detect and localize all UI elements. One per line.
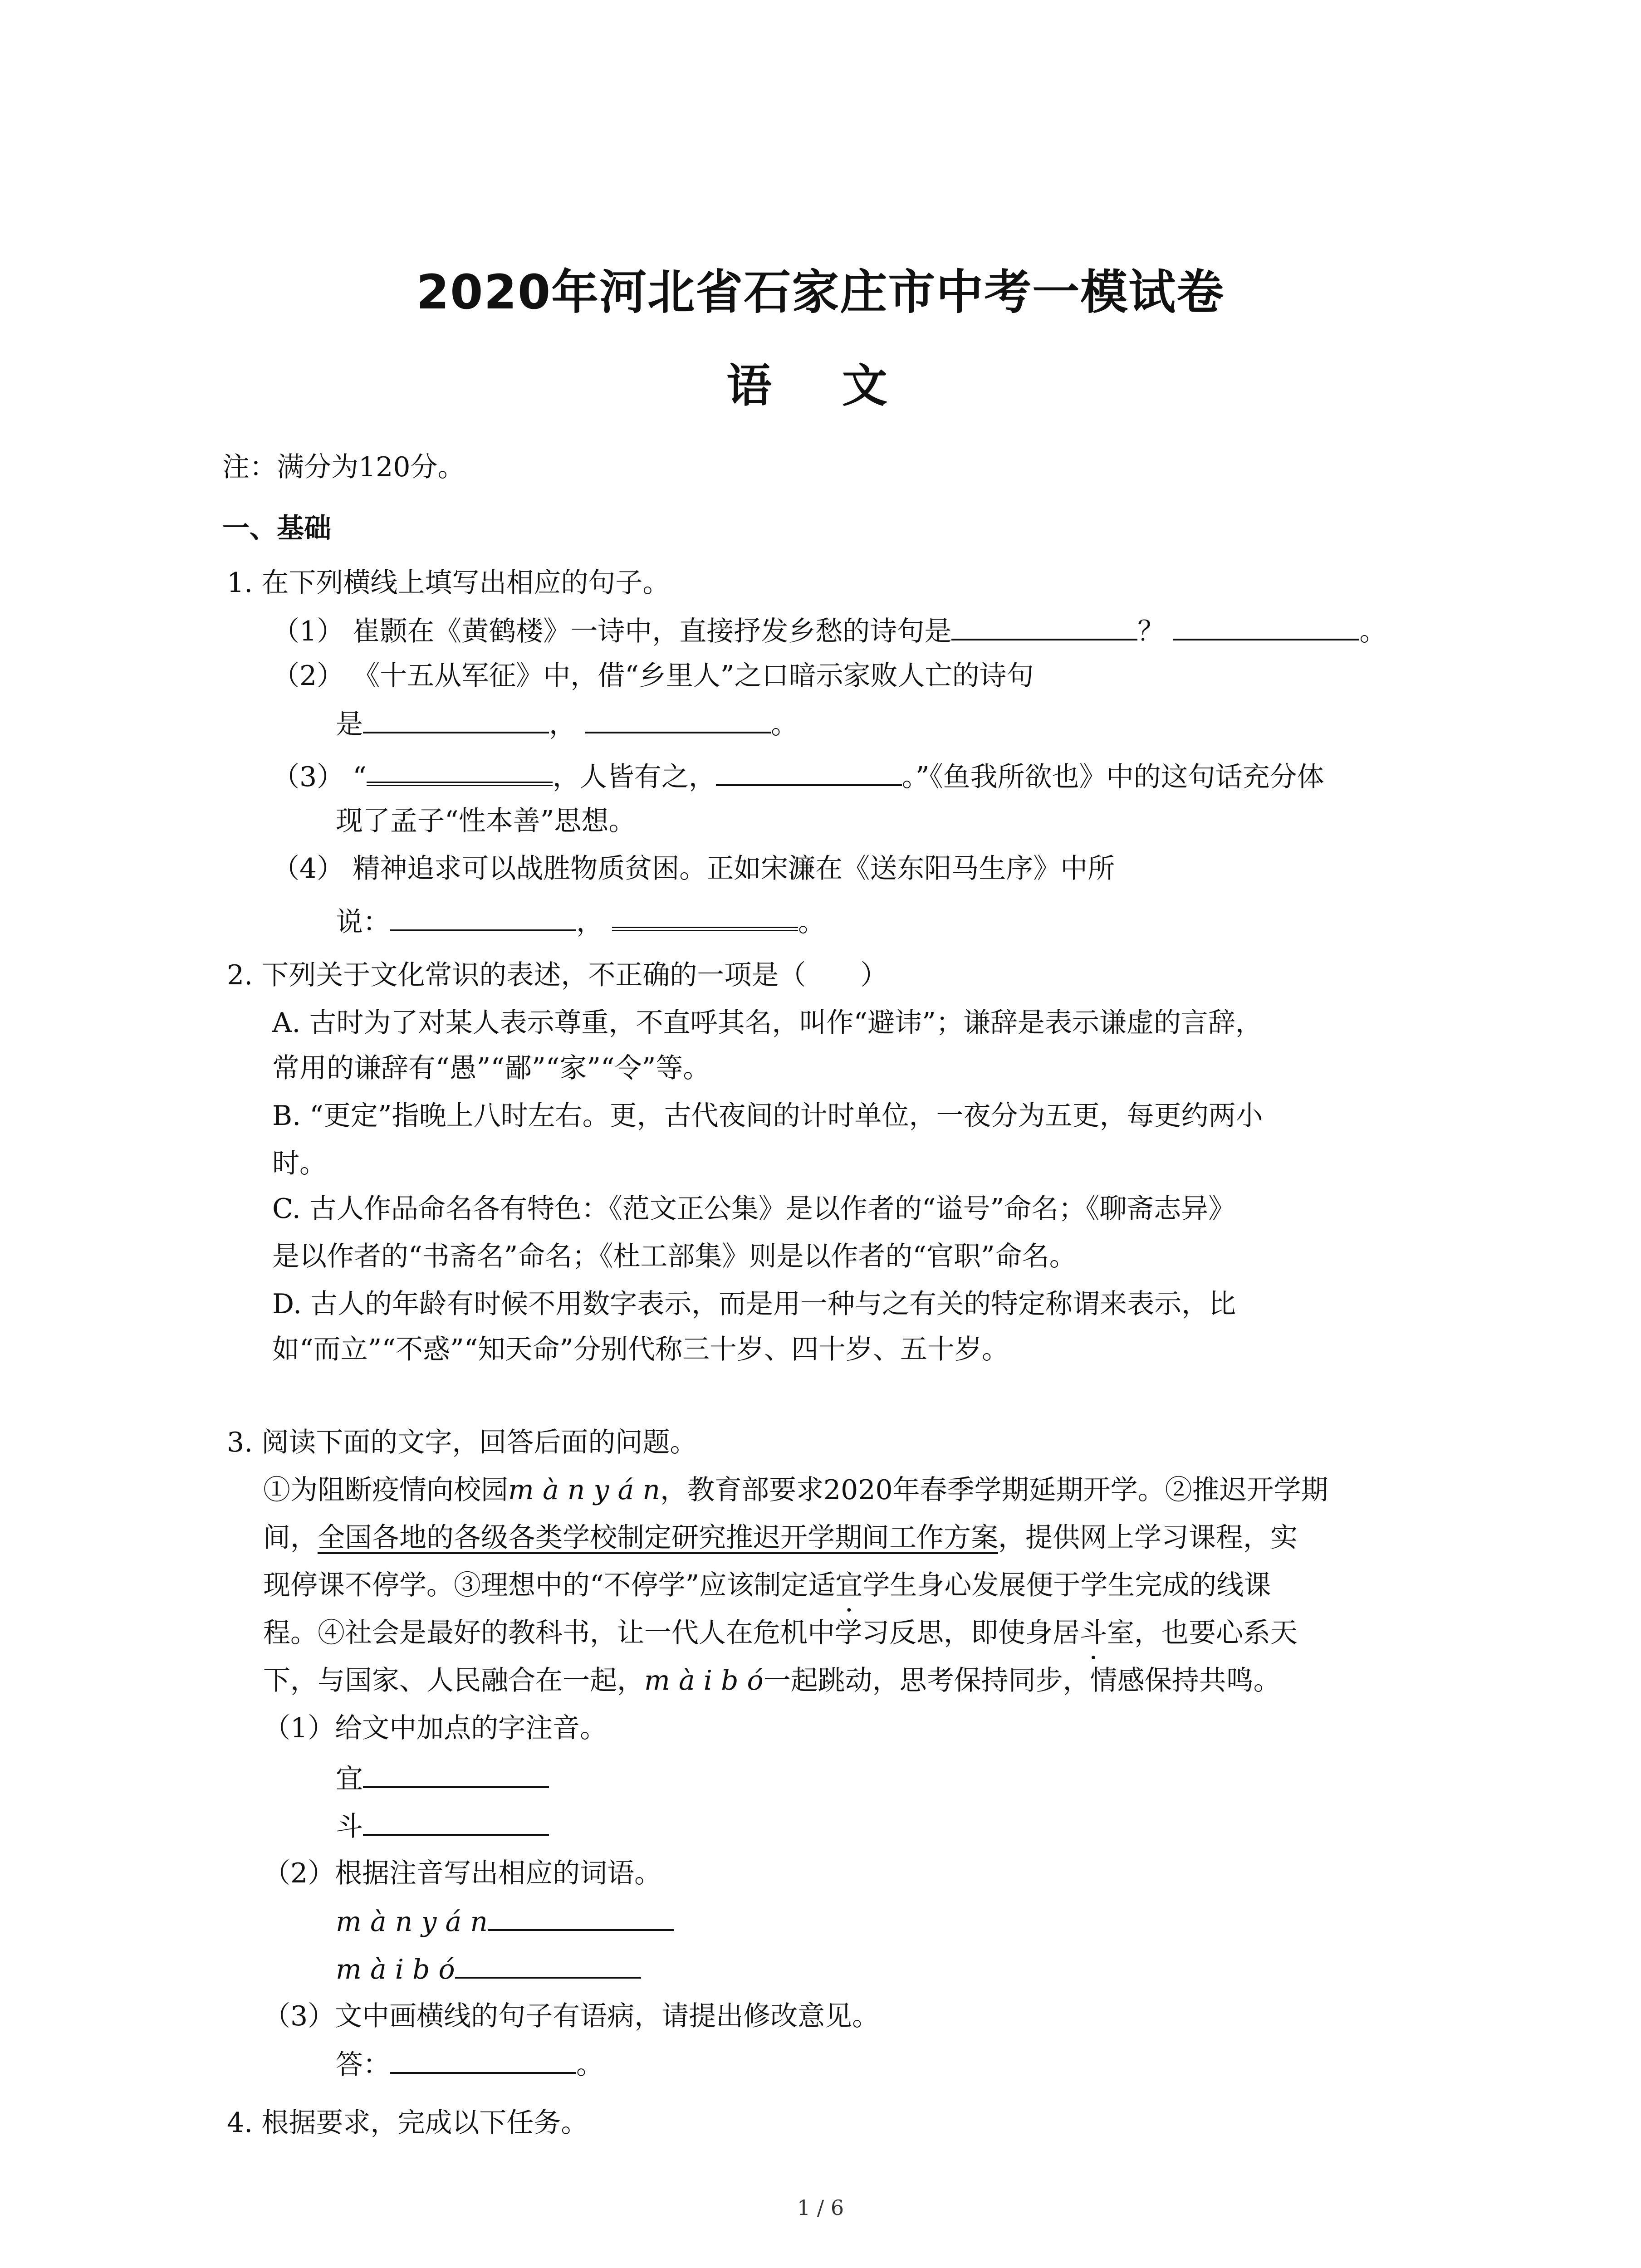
q4-stem: 4. 根据要求，完成以下任务。 <box>227 2107 588 2139</box>
q1-part2: （2） 《十五从军征》中，借“乡里人”之口暗示家败人亡的诗句 <box>272 660 1034 692</box>
q1-part1 <box>272 612 1386 650</box>
q3-passage-line4 <box>263 1615 1298 1651</box>
q1-part1-punct: ？ <box>1137 616 1165 647</box>
q1-part1-text: （1） 崔颢在《黄鹤楼》一诗中，直接抒发乡愁的诗句是 <box>272 616 952 647</box>
q3-sub1-a <box>336 1760 549 1797</box>
q1-part4-line2 <box>336 900 825 940</box>
q2-option-d: D. 古人的年龄有时候不用数字表示，而是用一种与之有关的特定称谓来表示，比 <box>272 1288 1236 1320</box>
passage-text: 学生身心发展便于学生完成的线课 <box>862 1569 1271 1601</box>
q3-sub3: （3）文中画横线的句子有语病，请提出修改意见。 <box>263 2000 880 2032</box>
q3-stem: 3. 阅读下面的文字，回答后面的问题。 <box>227 1427 697 1458</box>
q3-passage-line5 <box>263 1662 1281 1699</box>
answer-end: 。 <box>576 2049 603 2081</box>
dotted-character: 宜 <box>835 1569 863 1601</box>
sub-label: 斗 <box>336 1811 363 1843</box>
passage-text: 间， <box>263 1522 318 1554</box>
section-heading: 一、基础 <box>222 513 331 544</box>
pinyin-text: m à n y á n <box>336 1906 488 1938</box>
answer-blank[interactable] <box>390 2046 576 2074</box>
pinyin-text: m à i b ó <box>336 1954 455 1985</box>
passage-text: 室，也要心系天 <box>1107 1617 1298 1649</box>
answer-blank[interactable] <box>367 755 553 786</box>
answer-blank[interactable] <box>612 900 798 931</box>
q1-part3-text: （3） “ <box>272 761 367 793</box>
passage-text: 一起跳动，思考保持同步，情感保持共鸣。 <box>763 1665 1281 1696</box>
q3-sub3-answer <box>336 2046 603 2083</box>
q1-stem: 1. 在下列横线上填写出相应的句子。 <box>227 567 670 599</box>
q3-sub1: （1）给文中加点的字注音。 <box>263 1712 607 1744</box>
answer-blank[interactable] <box>585 705 771 733</box>
dotted-character: 斗 <box>1080 1617 1107 1649</box>
passage-text: 程。④社会是最好的教科书，让一代人在危机中学习反思，即使身居 <box>263 1617 1080 1649</box>
answer-blank[interactable] <box>363 1760 549 1788</box>
q2-option-a-cont: 常用的谦辞有“愚”“鄙”“家”“令”等。 <box>272 1052 710 1084</box>
sub-label: 宜 <box>336 1763 363 1795</box>
q2-option-c-cont: 是以作者的“书斋名”命名；《杜工部集》则是以作者的“官职”命名。 <box>272 1241 1077 1272</box>
underlined-sentence: 全国各地的各级各类学校制定研究推迟开学期间工作方案 <box>318 1522 998 1554</box>
q2-option-b-cont: 时。 <box>272 1148 327 1179</box>
pinyin-text: m à n y á n <box>508 1474 660 1506</box>
subject-title: 语 文 <box>726 359 915 412</box>
answer-blank[interactable] <box>488 1903 674 1931</box>
passage-text: 现停课不停学。③理想中的“不停学”应该制定适 <box>263 1569 836 1601</box>
q3-sub2-a <box>336 1903 674 1940</box>
answer-blank[interactable] <box>1173 612 1359 640</box>
score-note: 注：满分为120分。 <box>222 451 465 483</box>
q2-option-d-cont: 如“而立”“不惑”“知天命”分别代称三十岁、四十岁、五十岁。 <box>272 1334 1009 1365</box>
passage-text: 下，与国家、人民融合在一起， <box>263 1665 644 1696</box>
q1-part2-end: 。 <box>771 709 798 740</box>
page-title: 2020年河北省石家庄市中考一模试卷 <box>416 264 1225 320</box>
q3-sub2: （2）根据注音写出相应的词语。 <box>263 1857 662 1889</box>
answer-blank[interactable] <box>363 705 549 733</box>
q1-part2-punct: ， <box>549 709 576 740</box>
answer-blank[interactable] <box>951 612 1137 640</box>
q3-passage-line1 <box>263 1472 1328 1508</box>
q1-part2-line2 <box>336 705 798 743</box>
q3-sub2-b <box>336 1950 641 1988</box>
q1-part1-end: 。 <box>1359 616 1387 647</box>
pinyin-text: m à i b ó <box>644 1665 764 1696</box>
q1-part3-end: 。”《鱼我所欲也》中的这句话充分体 <box>901 761 1324 793</box>
q1-part4-end: 。 <box>798 906 826 938</box>
q3-passage-line3 <box>263 1567 1271 1603</box>
answer-blank[interactable] <box>363 1808 549 1836</box>
q2-option-b: B. “更定”指晚上八时左右。更，古代夜间的计时单位，一夜分为五更，每更约两小 <box>272 1100 1263 1132</box>
q1-part4: （4） 精神追求可以战胜物质贫困。正如宋濂在《送东阳马生序》中所 <box>272 853 1115 885</box>
answer-blank[interactable] <box>716 758 902 786</box>
answer-label: 答： <box>336 2049 390 2081</box>
q1-part2-text: 是 <box>336 709 363 740</box>
passage-text: ①为阻断疫情向校园 <box>263 1474 508 1506</box>
q1-part4-punct: ， <box>576 906 603 938</box>
q2-option-c: C. 古人作品命名各有特色：《范文正公集》是以作者的“谥号”命名；《聊斋志异》 <box>272 1193 1236 1225</box>
q1-part3 <box>272 755 1324 795</box>
q2-option-a: A. 古时为了对某人表示尊重，不直呼其名，叫作“避讳”；谦辞是表示谦虚的言辞， <box>272 1007 1263 1039</box>
answer-blank[interactable] <box>390 903 576 931</box>
q3-sub1-b <box>336 1808 549 1845</box>
passage-text: ，教育部要求2020年春季学期延期开学。②推迟开学期 <box>660 1474 1328 1506</box>
answer-blank[interactable] <box>455 1950 641 1979</box>
passage-text: ，提供网上学习课程，实 <box>998 1522 1298 1554</box>
q1-part3-mid: ，人皆有之， <box>552 761 716 793</box>
q3-passage-line2 <box>263 1520 1298 1556</box>
page-number: 1 / 6 <box>797 2195 844 2220</box>
q1-part4-text: 说： <box>336 906 390 938</box>
q1-part3-line2: 现了孟子“性本善”思想。 <box>336 805 636 837</box>
q2-stem: 2. 下列关于文化常识的表述，不正确的一项是（ ） <box>227 959 888 991</box>
